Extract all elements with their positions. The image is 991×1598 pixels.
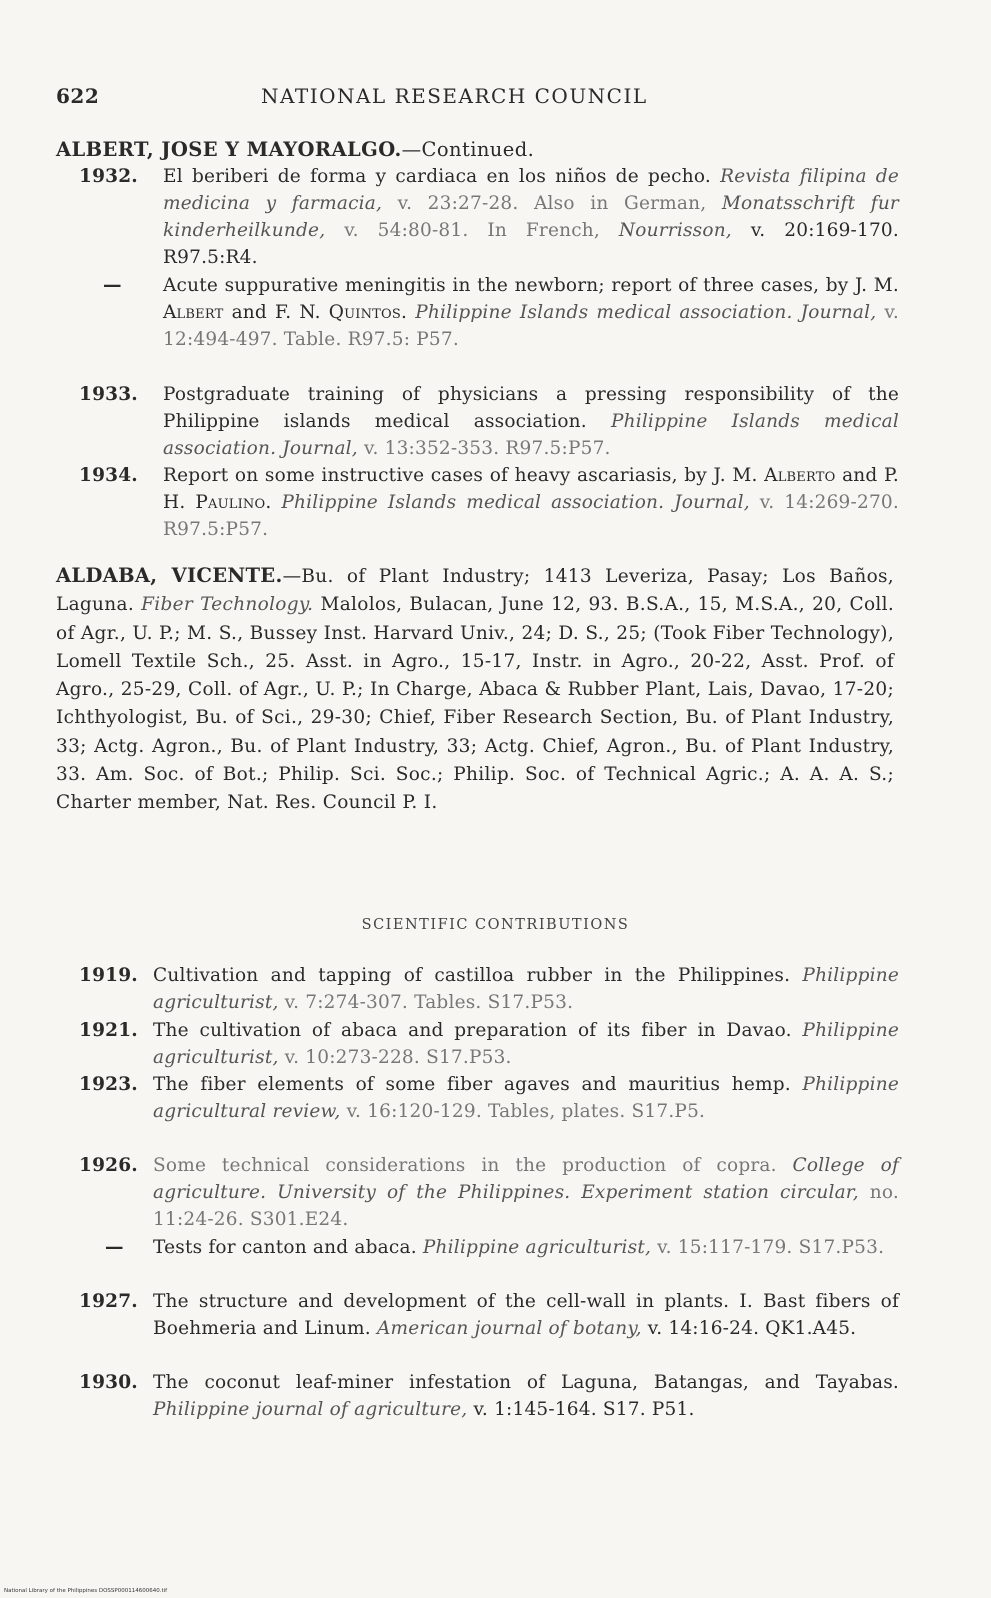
continued-label: —Continued. xyxy=(401,138,535,161)
entry-title: Acute suppurative meningitis in the newborn; report of three cases, by J. M. xyxy=(163,275,899,296)
entry-publication: Revista filipina de medicina y farmacia, xyxy=(163,166,899,214)
entry-title: Cultivation and tapping of castilloa rubber in the Philippines. xyxy=(153,965,791,986)
bibliography-entry xyxy=(79,381,899,462)
entry-year: 1927. xyxy=(79,1291,138,1312)
bio-details: Malolos, Bulacan, June 12, 93. B.S.A., 15, M.S.A., 20, Coll. of Agr., U. P.; M. S., Bussey Inst. Harvard Univ., 24; D. S., 25; (Took Fiber Technology), Lomell Textile Sch., 25. Asst. in Agro., 15-17, Instr. in Agro., 20-22, Asst. Prof. of Agro., 25-29, Coll. of Agr., U. P.; In Charge, Abaca & Rubber Plant, Lais, Davao, 17-20; Ichthyologist, Bu. of Sci., 29-30; Chief, Fiber Research Section, Bu. of Plant Industry, 33; Actg. Agron., Bu. of Plant Industry, 33; Actg. Chief, Agron., Bu. of Plant Industry, 33. Am. Soc. of Bot.; Philip. Sci. Soc.; Philip. Soc. of Technical Agric.; A. A. A. S.; Charter member, Nat. Res. Council P. I. xyxy=(56,594,894,814)
entry-publication: Philippine agriculturist, xyxy=(422,1237,652,1258)
entry-publication: Philippine Islands medical association. Journal, xyxy=(163,411,899,459)
entry-dash: — xyxy=(103,275,122,296)
entry-publication: Monatsschrift fur kinderheilkunde, xyxy=(163,193,899,241)
bibliography-entry xyxy=(79,1369,899,1423)
bibliography-entry xyxy=(79,1071,899,1125)
entry-title: Some technical considerations in the production of copra. xyxy=(153,1155,777,1176)
continued-heading xyxy=(56,136,534,164)
entry-author: Alberto xyxy=(764,465,836,486)
author-biography xyxy=(56,562,894,818)
entry-body xyxy=(153,1017,899,1071)
bibliography-entry xyxy=(79,962,899,1016)
entry-author: Quintos. xyxy=(328,302,408,323)
scan-footer: National Library of the Philippines DOSSP000114600640.tif xyxy=(4,1588,168,1594)
running-head: NATIONAL RESEARCH COUNCIL xyxy=(261,84,648,108)
entry-citation: v. 23:27-28. Also in German, xyxy=(397,193,707,214)
bibliography-entry xyxy=(79,272,899,353)
section-title: SCIENTIFIC CONTRIBUTIONS xyxy=(361,917,630,933)
entry-citation: v. 54:80-81. In French, xyxy=(344,220,600,241)
entry-publication: Philippine agricultural review, xyxy=(153,1074,899,1122)
entry-year: 1930. xyxy=(79,1372,138,1393)
page-header xyxy=(56,84,936,114)
entry-body xyxy=(153,1369,899,1423)
entry-body xyxy=(153,1152,899,1233)
entry-year: 1934. xyxy=(79,465,138,486)
bibliography-entry xyxy=(79,1234,899,1261)
entry-citation: v. 14:16-24. QK1.A45. xyxy=(647,1318,857,1339)
bibliography-entry xyxy=(79,1288,899,1342)
entry-year: 1932. xyxy=(79,166,138,187)
entry-publication: Philippine agriculturist, xyxy=(153,1020,899,1068)
entry-body xyxy=(153,1234,899,1261)
entry-citation: v. 1:145-164. S17. P51. xyxy=(473,1399,695,1420)
entry-body xyxy=(153,1288,899,1342)
bibliography-entry xyxy=(79,1017,899,1071)
bibliography-entry xyxy=(79,1152,899,1233)
entry-dash: — xyxy=(105,1237,124,1258)
entry-publication: American journal of botany, xyxy=(376,1318,642,1339)
entry-year: 1933. xyxy=(79,384,138,405)
bibliography-entry xyxy=(79,462,899,543)
entry-body xyxy=(163,462,899,543)
bibliography-entry xyxy=(79,163,899,271)
entry-title: Report on some instructive cases of heavy ascariasis, by J. M. xyxy=(163,465,758,486)
entry-citation: v. 10:273-228. S17.P53. xyxy=(284,1047,512,1068)
entry-body xyxy=(163,381,899,462)
entry-author: Paulino. xyxy=(195,492,272,513)
entry-author: Albert xyxy=(163,302,224,323)
entry-citation: no. 11:24-26. S301.E24. xyxy=(153,1182,899,1230)
entry-citation: v. 12:494-497. Table. R97.5: P57. xyxy=(163,302,899,350)
entry-title: The coconut leaf-miner infestation of Laguna, Batangas, and Tayabas. xyxy=(153,1372,899,1393)
entry-title: El beriberi de forma y cardiaca en los niños de pecho. xyxy=(163,166,711,187)
entry-title: The cultivation of abaca and preparation of its fiber in Davao. xyxy=(153,1020,792,1041)
entry-publication: College of agriculture. University of the Philippines. Experiment station circular, xyxy=(153,1155,899,1203)
page-number: 622 xyxy=(56,84,100,108)
entry-title: The structure and development of the cell-wall in plants. I. Bast fibers of Boehmeria and Linum. xyxy=(153,1291,899,1339)
entry-body xyxy=(153,962,899,1016)
entry-year: 1921. xyxy=(79,1020,138,1041)
bio-text xyxy=(56,562,894,818)
entry-title: Postgraduate training of physicians a pressing responsibility of the Philippine islands medical association. xyxy=(163,384,899,432)
entry-year: 1923. xyxy=(79,1074,138,1095)
entry-publication: Philippine journal of agriculture, xyxy=(153,1399,468,1420)
entry-publication: Philippine Islands medical association. Journal, xyxy=(415,302,877,323)
entry-title: Tests for canton and abaca. xyxy=(153,1237,417,1258)
entry-publication: Philippine Islands medical association. Journal, xyxy=(281,492,750,513)
entry-body xyxy=(153,1071,899,1125)
entry-citation: v. 14:269-270. R97.5:P57. xyxy=(163,492,899,540)
entry-year: 1926. xyxy=(79,1155,138,1176)
entry-citation: v. 20:169-170. R97.5:R4. xyxy=(163,220,899,268)
entry-body xyxy=(163,163,899,271)
entry-year: 1919. xyxy=(79,965,138,986)
entry-citation: v. 13:352-353. R97.5:P57. xyxy=(363,438,611,459)
bio-field: Fiber Technology. xyxy=(141,594,314,616)
entry-citation: v. 16:120-129. Tables, plates. S17.P5. xyxy=(346,1101,706,1122)
author-name: ALDABA, VICENTE. xyxy=(56,564,283,587)
entry-text: and P. H. xyxy=(163,465,899,513)
entry-text: and F. N. xyxy=(231,302,321,323)
entry-body xyxy=(163,272,899,353)
bio-affiliation: —Bu. of Plant Industry; 1413 Leveriza, Pasay; Los Baños, Laguna. xyxy=(56,566,894,616)
entry-citation: v. 15:117-179. S17.P53. xyxy=(657,1237,885,1258)
author-name: ALBERT, JOSE Y MAYORALGO. xyxy=(56,138,402,161)
entry-publication: Nourrisson, xyxy=(618,220,732,241)
entry-title: The fiber elements of some fiber agaves and mauritius hemp. xyxy=(153,1074,791,1095)
entry-publication: Philippine agriculturist, xyxy=(153,965,899,1013)
entry-citation: v. 7:274-307. Tables. S17.P53. xyxy=(284,992,574,1013)
